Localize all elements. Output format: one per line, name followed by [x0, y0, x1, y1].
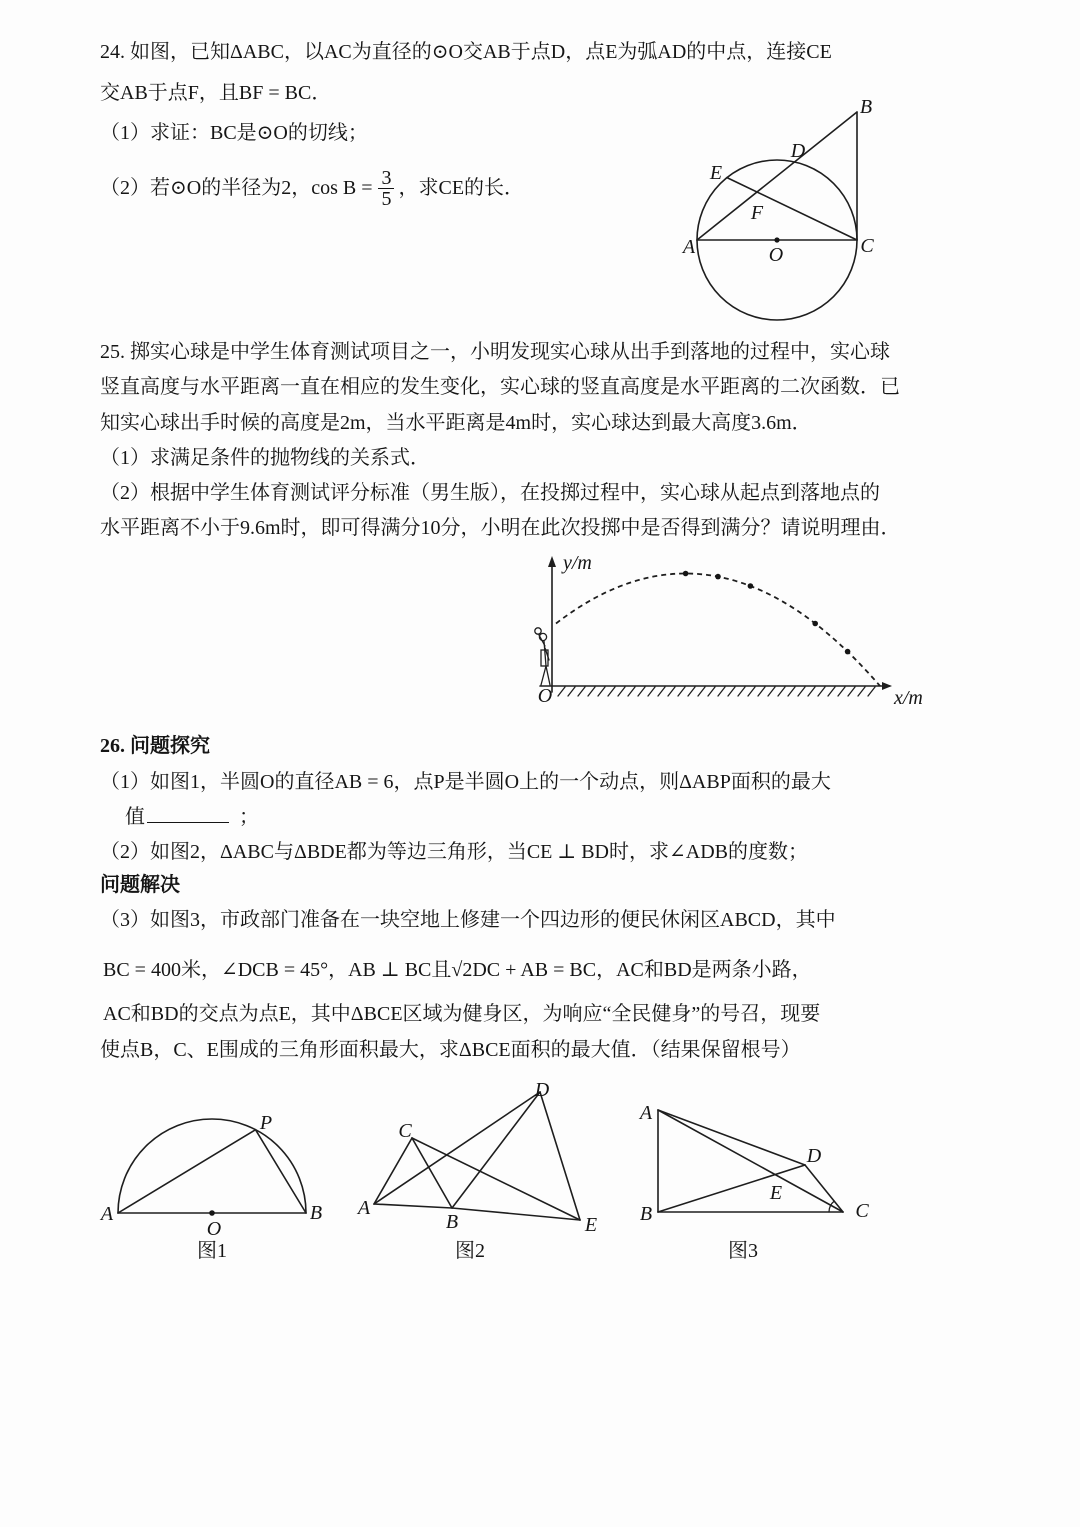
label-e: E: [584, 1214, 598, 1236]
ball-trajectory-parabola: [556, 574, 880, 687]
y-axis-label: y/m: [563, 552, 592, 574]
fraction-numerator: 3: [378, 168, 394, 189]
figure-1-caption: 图1: [197, 1240, 227, 1262]
label-e: E: [709, 162, 723, 184]
trajectory-point: [845, 649, 851, 655]
q24-part-2-prefix: （2）若⊙O的半径为2，cos B =: [100, 177, 373, 199]
q26-part-1-line-1: （1）如图1，半圆O的直径AB = 6，点P是半圆O上的一个动点，则ΔABP面积的最大: [100, 771, 831, 793]
segment-de: [540, 1092, 580, 1220]
q25-part-2-line-1: （2）根据中学生体育测试评分标准（男生版），在投掷过程中，实心球从起点到落地点的: [100, 482, 880, 504]
q25-part-2-line-2: 水平距离不小于9.6m时，即可得满分10分，小明在此次投掷中是否得到满分？请说明理由．: [100, 517, 901, 539]
q26-part-1-line-2: [125, 804, 259, 829]
segment-pb: [256, 1130, 307, 1213]
figure-3-quadrilateral: [638, 1102, 869, 1262]
q24-stem-line-1: 24. 如图，已知ΔABC，以AC为直径的⊙O交AB于点D，点E为弧AD的中点，连接CE: [100, 41, 832, 63]
q26-part-1-prefix: 值: [125, 806, 145, 828]
figure-1-semicircle: [99, 1112, 322, 1262]
cos-b-fraction: [378, 168, 394, 209]
y-axis-arrow: [548, 556, 556, 567]
origin-label: O: [537, 685, 553, 707]
label-c: C: [860, 235, 874, 257]
q24-part-1: （1）求证：BC是⊙O的切线；: [100, 122, 368, 144]
label-a: A: [682, 236, 696, 258]
q26-part-3-line-1: （3）如图3，市政部门准备在一块空地上修建一个四边形的便民休闲区ABCD，其中: [100, 909, 836, 931]
answer-blank: [147, 804, 229, 823]
figure-2-triangles: [356, 1079, 597, 1262]
label-o: O: [768, 244, 784, 266]
segment-bd: [658, 1165, 805, 1212]
label-a: A: [100, 1203, 114, 1225]
label-c: C: [855, 1200, 869, 1222]
q26-part-2: （2）如图2，ΔABC与ΔBDE都为等边三角形，当CE ⊥ BD时，求∠ADB的度数；: [100, 841, 808, 863]
figure-3-caption: 图3: [728, 1240, 758, 1262]
q24-part-2: [100, 166, 524, 210]
label-o: O: [206, 1218, 222, 1240]
q25-stem-line-2: 竖直高度与水平距离一直在相应的发生变化，实心球的竖直高度是水平距离的二次函数．已: [100, 376, 900, 398]
label-f: F: [750, 202, 764, 224]
q26-heading: 26. 问题探究: [100, 735, 210, 757]
label-a: A: [357, 1197, 371, 1219]
segment-ab: [374, 1204, 452, 1208]
label-p: P: [259, 1112, 273, 1134]
label-b: B: [309, 1202, 323, 1224]
q24-stem-line-2: 交AB于点F，且BF = BC．: [100, 82, 332, 104]
label-b: B: [445, 1211, 459, 1233]
q26-subheading: 问题解决: [100, 874, 180, 896]
x-axis-label: x/m: [894, 687, 923, 709]
q26-part-3-line-4: 使点B，C、E围成的三角形面积最大，求ΔBCE面积的最大值．（结果保留根号）: [100, 1039, 801, 1061]
segment-ap: [118, 1130, 256, 1213]
q26-part-1-suffix: ；: [239, 806, 259, 828]
segment-bd: [452, 1092, 540, 1208]
x-axis-arrow: [882, 682, 892, 690]
fraction-denominator: 5: [381, 187, 392, 210]
center-point-o: [209, 1210, 215, 1216]
ground-hatching: [558, 687, 875, 696]
label-d: D: [806, 1145, 822, 1167]
trajectory-point: [683, 571, 689, 577]
thrower-figure-icon: [535, 628, 550, 685]
label-d: D: [790, 140, 806, 162]
segment-ad: [658, 1110, 805, 1165]
segment-ad: [374, 1092, 540, 1204]
figure-2-caption: 图2: [455, 1240, 485, 1262]
q24-part-2-suffix: ，求CE的长．: [398, 177, 525, 199]
q25-trajectory-figure: [525, 548, 940, 712]
label-c: C: [398, 1120, 412, 1142]
q26-part-3-line-2: BC = 400米，∠DCB = 45°，AB ⊥ BC且√2DC + AB = BC，AC和BD是两条小路，: [103, 959, 812, 981]
q25-stem-line-1: 25. 掷实心球是中学生体育测试项目之一，小明发现实心球从出手到落地的过程中，实心球: [100, 341, 890, 363]
label-d: D: [534, 1079, 550, 1101]
label-b: B: [859, 96, 873, 118]
q25-part-1: （1）求满足条件的抛物线的关系式．: [100, 447, 430, 469]
trajectory-point: [812, 621, 818, 627]
q26-figures: [90, 1075, 890, 1270]
label-b: B: [639, 1203, 653, 1225]
trajectory-point: [715, 574, 721, 580]
label-e: E: [769, 1182, 783, 1204]
q24-circle-figure: [675, 92, 890, 332]
segment-cd: [805, 1165, 843, 1212]
center-point-o: [774, 237, 779, 242]
q26-part-3-line-3: AC和BD的交点为点E，其中ΔBCE区域为健身区，为响应“全民健身”的号召，现要: [103, 1003, 821, 1025]
q25-stem-line-3: 知实心球出手时候的高度是2m，当水平距离是4m时，实心球达到最大高度3.6m．: [100, 412, 812, 434]
trajectory-point: [748, 583, 754, 589]
segment-ac: [374, 1138, 412, 1204]
label-a: A: [639, 1102, 653, 1124]
